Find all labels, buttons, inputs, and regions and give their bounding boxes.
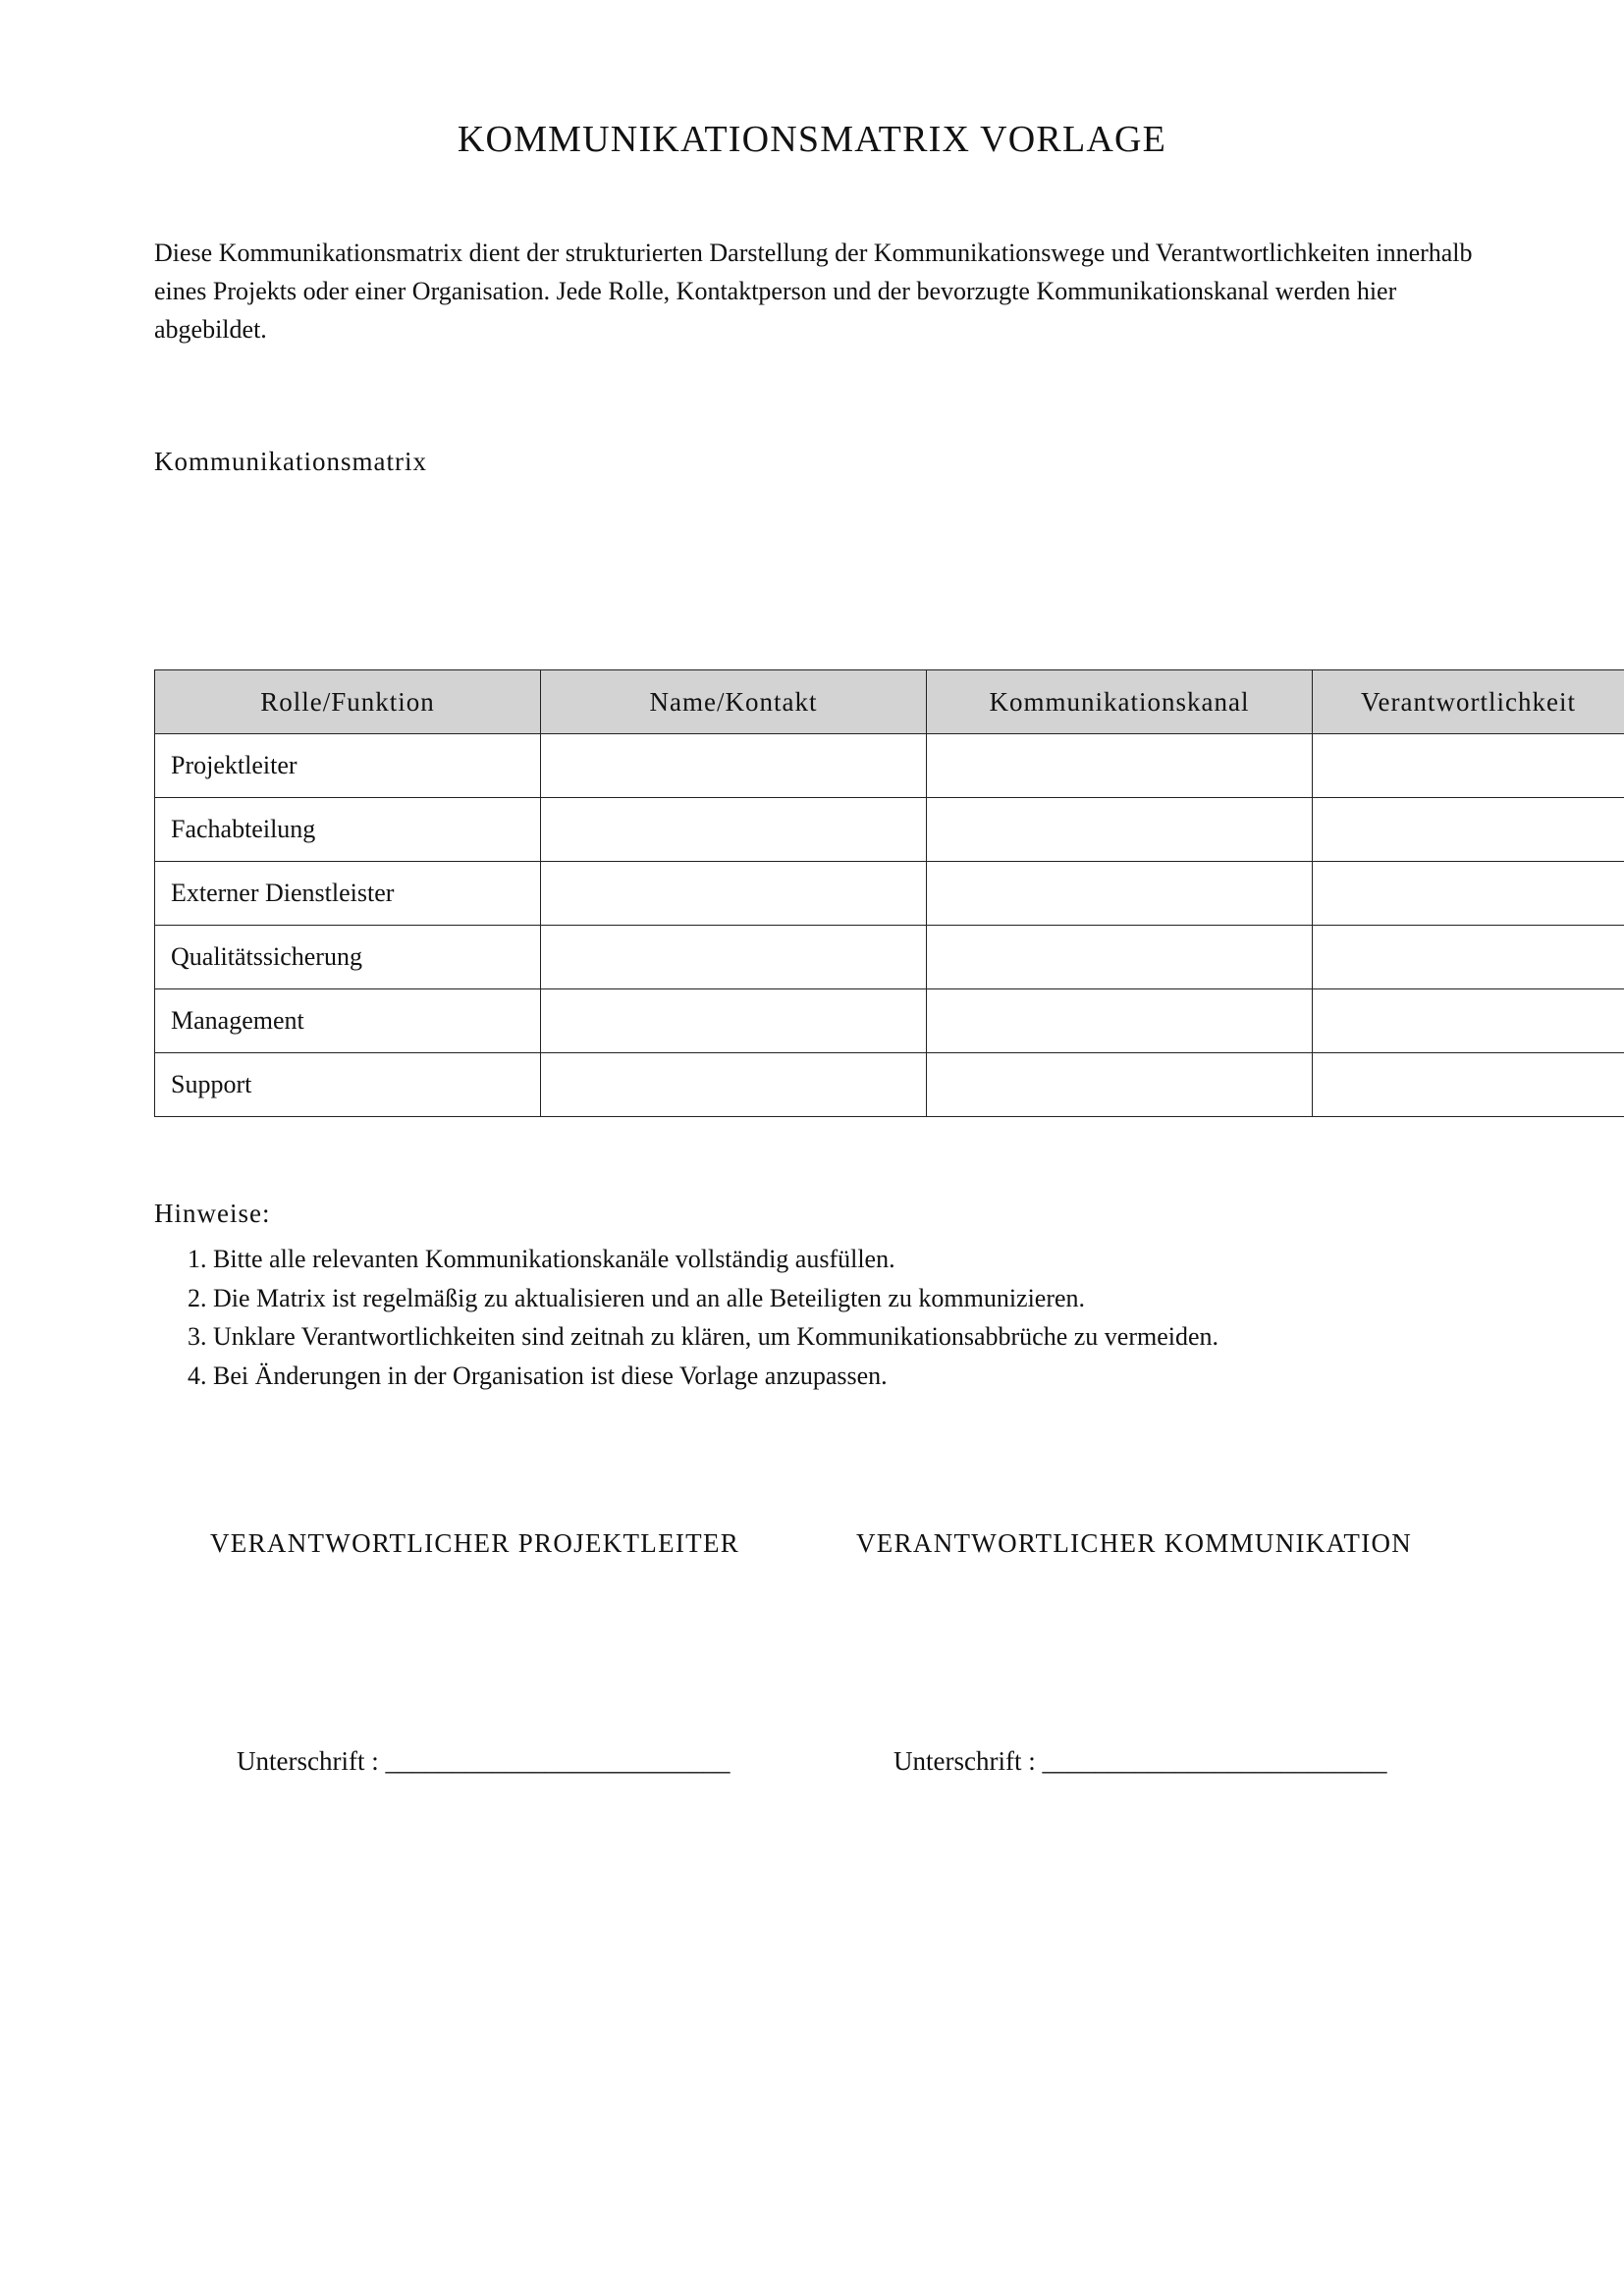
cell-responsibility[interactable] bbox=[1313, 798, 1624, 862]
header-name-contact: Name/Kontakt bbox=[541, 670, 927, 734]
cell-responsibility[interactable] bbox=[1313, 989, 1624, 1053]
cell-name-contact[interactable] bbox=[541, 926, 927, 989]
signature-role-project-lead: VERANTWORTLICHER PROJEKTLEITER bbox=[210, 1528, 740, 1558]
list-item: 4. Bei Änderungen in der Organisation ist diese Vorlage anzupassen. bbox=[213, 1357, 1588, 1396]
cell-channel[interactable] bbox=[927, 734, 1313, 798]
cell-name-contact[interactable] bbox=[541, 989, 927, 1053]
cell-role: Support bbox=[155, 1053, 541, 1117]
cell-channel[interactable] bbox=[927, 926, 1313, 989]
cell-name-contact[interactable] bbox=[541, 1053, 927, 1117]
cell-channel[interactable] bbox=[927, 798, 1313, 862]
notes-list bbox=[154, 1240, 1588, 1395]
list-item: 1. Bitte alle relevanten Kommunikationskanäle vollständig ausfüllen. bbox=[213, 1240, 1588, 1279]
header-role: Rolle/Funktion bbox=[155, 670, 541, 734]
notes-title: Hinweise: bbox=[154, 1199, 271, 1228]
cell-name-contact[interactable] bbox=[541, 734, 927, 798]
cell-responsibility[interactable] bbox=[1313, 926, 1624, 989]
header-channel: Kommunikationskanal bbox=[927, 670, 1313, 734]
cell-responsibility[interactable] bbox=[1313, 734, 1624, 798]
table-row bbox=[155, 1053, 1624, 1117]
section-label: Kommunikationsmatrix bbox=[154, 447, 427, 476]
signature-field-project-lead[interactable]: Unterschrift : __________________________ bbox=[237, 1746, 731, 1776]
communication-matrix-table bbox=[154, 669, 1624, 1117]
table-row bbox=[155, 926, 1624, 989]
header-responsibility: Verantwortlichkeit bbox=[1313, 670, 1624, 734]
list-item: 2. Die Matrix ist regelmäßig zu aktualisieren und an alle Beteiligten zu kommunizieren. bbox=[213, 1279, 1588, 1318]
cell-name-contact[interactable] bbox=[541, 862, 927, 926]
table-row bbox=[155, 989, 1624, 1053]
intro-paragraph: Diese Kommunikationsmatrix dient der strukturierten Darstellung der Kommunikationswege und Verantwortlichkeiten innerhalb eines Projekts oder einer Organisation. Jede Rolle, Kontaktperson und der bevorzugte Kommunikationskanal werden hier abgebildet. bbox=[154, 239, 1473, 344]
table-row bbox=[155, 734, 1624, 798]
signature-field-communication[interactable]: Unterschrift : __________________________ bbox=[893, 1746, 1387, 1776]
table-row bbox=[155, 798, 1624, 862]
cell-responsibility[interactable] bbox=[1313, 1053, 1624, 1117]
cell-responsibility[interactable] bbox=[1313, 862, 1624, 926]
table-header-row bbox=[155, 670, 1624, 734]
list-item: 3. Unklare Verantwortlichkeiten sind zeitnah zu klären, um Kommunikationsabbrüche zu vermeiden. bbox=[213, 1317, 1588, 1357]
cell-channel[interactable] bbox=[927, 989, 1313, 1053]
signature-role-communication: VERANTWORTLICHER KOMMUNIKATION bbox=[856, 1528, 1413, 1558]
cell-role: Projektleiter bbox=[155, 734, 541, 798]
cell-role: Externer Dienstleister bbox=[155, 862, 541, 926]
cell-role: Management bbox=[155, 989, 541, 1053]
cell-name-contact[interactable] bbox=[541, 798, 927, 862]
cell-role: Fachabteilung bbox=[155, 798, 541, 862]
table-row bbox=[155, 862, 1624, 926]
document-title: KOMMUNIKATIONSMATRIX VORLAGE bbox=[457, 119, 1167, 160]
cell-role: Qualitätssicherung bbox=[155, 926, 541, 989]
cell-channel[interactable] bbox=[927, 862, 1313, 926]
cell-channel[interactable] bbox=[927, 1053, 1313, 1117]
